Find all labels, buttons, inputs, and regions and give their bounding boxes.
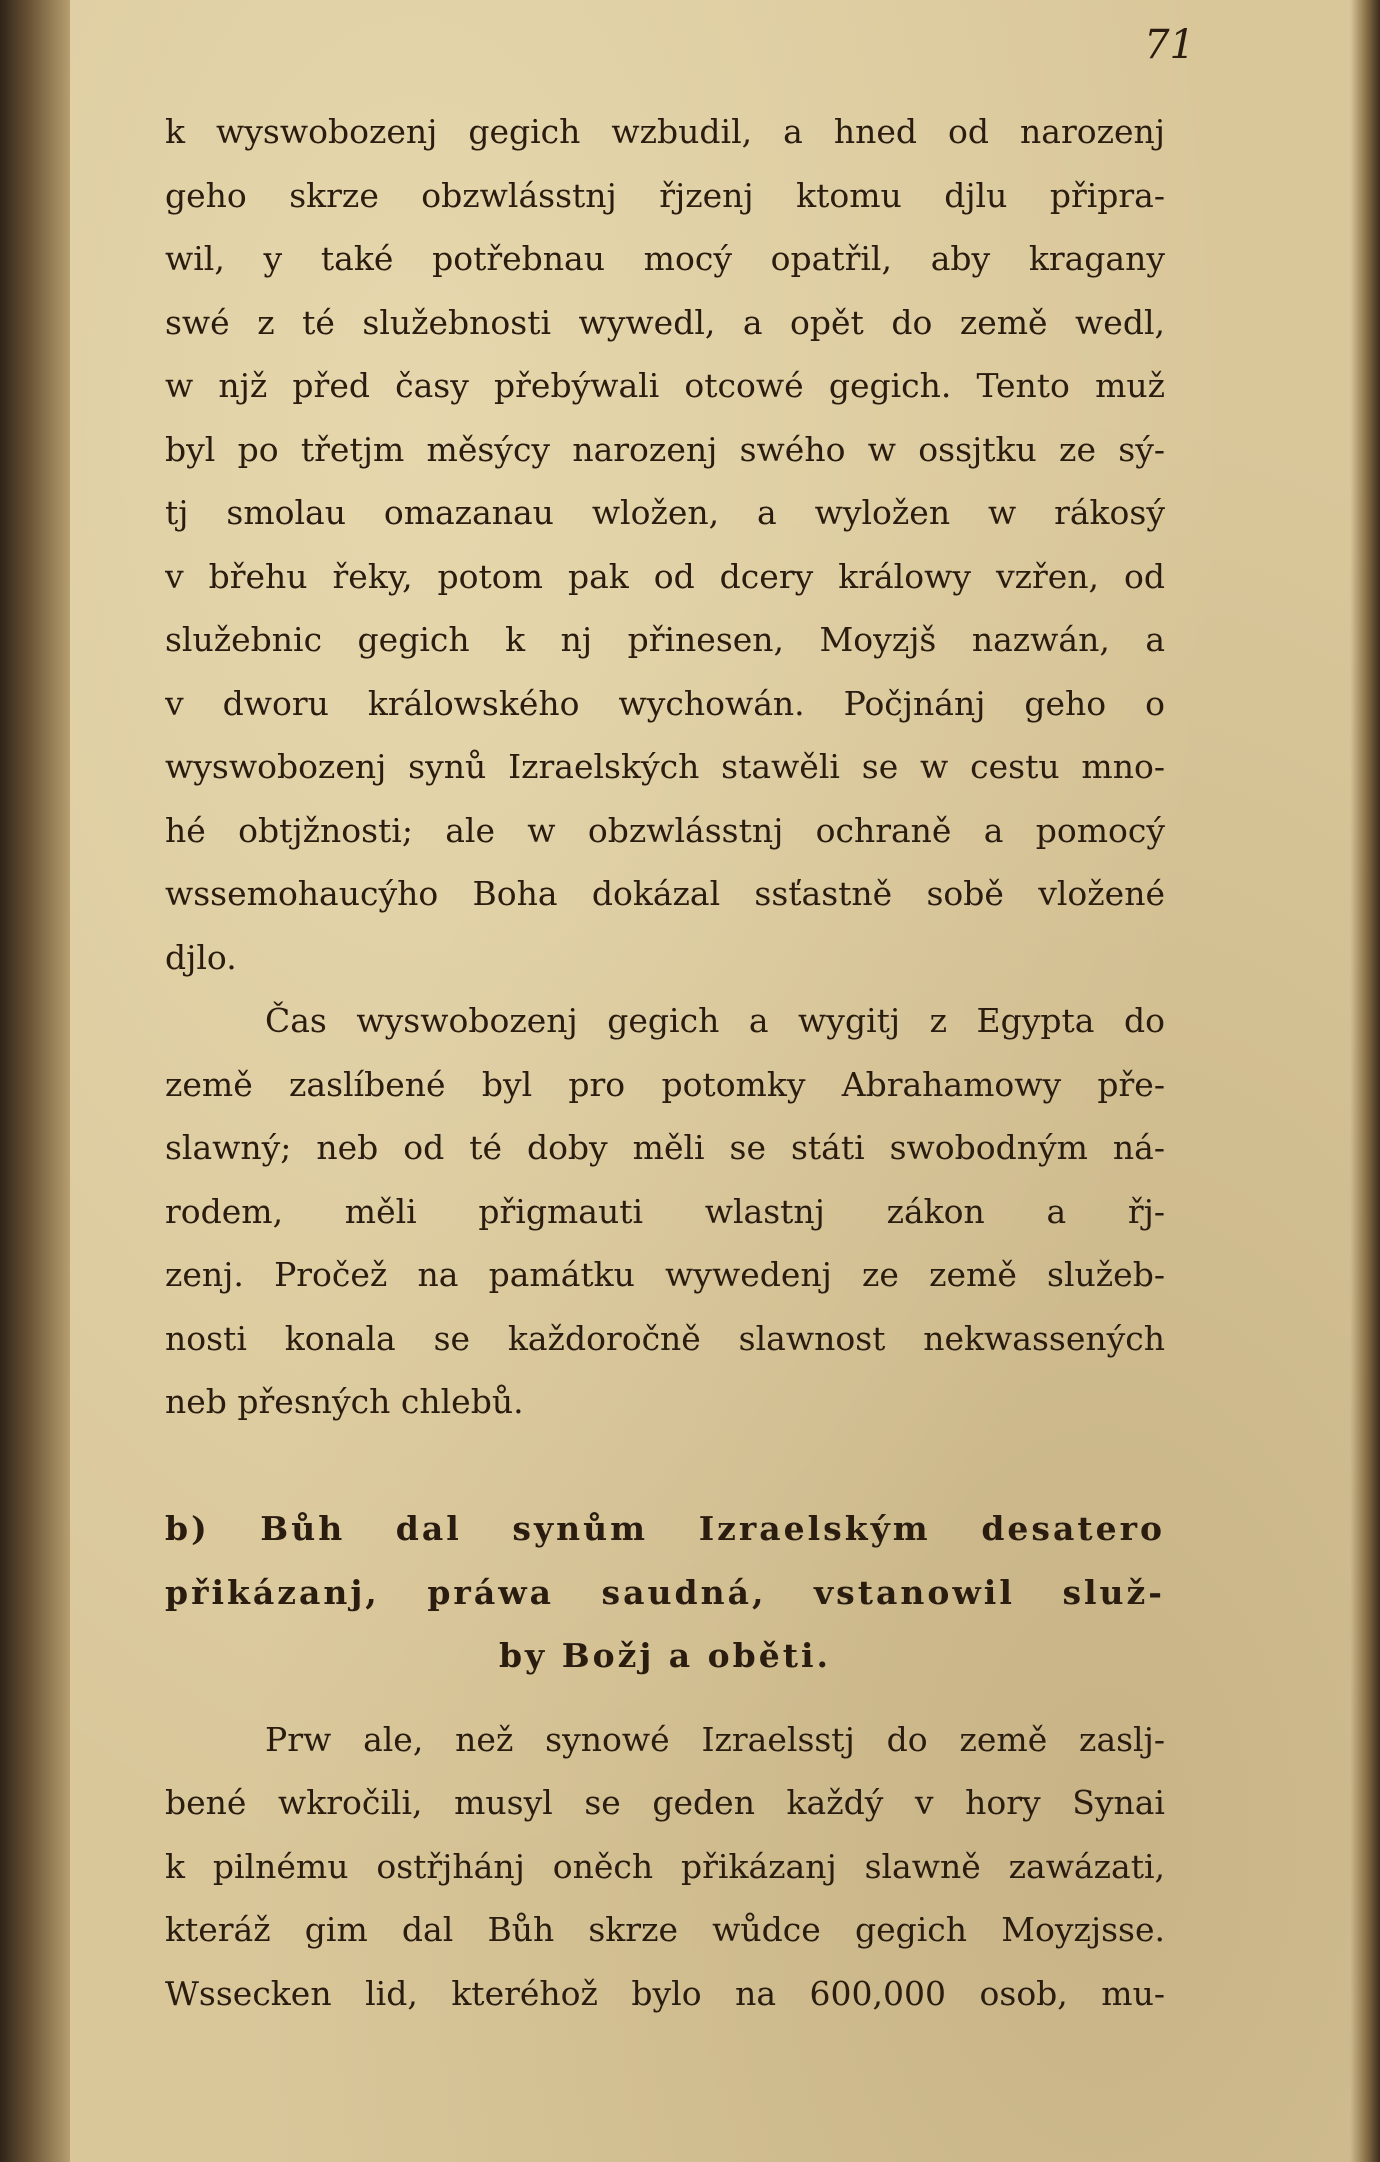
text-line: v břehu řeky, potom pak od dcery králowy vzřen, od — [165, 556, 1165, 596]
text-line: služebnic gegich k nj přinesen, Moyzjš nazwán, a — [165, 620, 1165, 659]
section-heading — [165, 1497, 1165, 1688]
page-number: 71 — [1144, 22, 1195, 68]
text-line: zenj. Pročež na památku wywedenj ze země služeb- — [165, 1255, 1165, 1294]
text-line: swé z té služebnosti wywedl, a opět do země wedl, — [165, 302, 1165, 342]
paragraph-3 — [165, 1708, 1165, 2026]
page-edge-shadow — [1350, 0, 1380, 2162]
heading-line: přikázanj, práwa saudná, vstanowil služ- — [165, 1572, 1165, 1612]
text-line: slawný; neb od té doby měli se státi swobodným ná- — [165, 1128, 1165, 1167]
blank-line — [165, 1434, 1165, 1498]
text-line: wil, y také potřebnau mocý opatřil, aby kragany — [165, 239, 1165, 278]
text-line: geho skrze obzwlásstnj řjzenj ktomu djlu připra- — [165, 175, 1165, 215]
text-line: země zaslíbené byl pro potomky Abrahamowy pře- — [165, 1064, 1165, 1104]
text-line: rodem, měli přigmauti wlastnj zákon a řj- — [165, 1191, 1165, 1231]
text-line: wyswobozenj synů Izraelských stawěli se w cestu mno- — [165, 747, 1165, 786]
page-text — [165, 100, 1165, 2025]
text-line: nosti konala se každoročně slawnost nekwassených — [165, 1318, 1165, 1358]
text-line: k wyswobozenj gegich wzbudil, a hned od narozenj — [165, 112, 1165, 151]
text-line: hé obtjžnosti; ale w obzwlásstnj ochraně a pomocý — [165, 810, 1165, 850]
text-line: k pilnému ostřjhánj oněch přikázanj slawně zawázati, — [165, 1846, 1165, 1886]
text-line: tj smolau omazanau wložen, a wyložen w rákosý — [165, 493, 1165, 532]
heading-line: b) Bůh dal synům Izraelským desatero — [165, 1509, 1165, 1548]
heading-line: by Božj a oběti. — [498, 1636, 832, 1675]
text-line: v dworu králowského wychowán. Počjnánj geho o — [165, 683, 1165, 723]
text-line: bené wkročili, musyl se geden každý v hory Synai — [165, 1783, 1165, 1822]
text-line: kteráž gim dal Bůh skrze wůdce gegich Moyzjsse. — [165, 1910, 1165, 1949]
text-line: Wssecken lid, kteréhož bylo na 600,000 osob, mu- — [165, 1973, 1165, 2013]
text-line: neb přesných chlebů. — [165, 1382, 524, 1421]
blank-line — [165, 1688, 1165, 1708]
text-line: wssemohaucýho Boha dokázal ssťastně sobě vložené — [165, 874, 1165, 913]
text-line: byl po třetjm měsýcy narozenj swého w ossjtku ze sý- — [165, 429, 1165, 469]
text-line: Prw ale, než synowé Izraelsstj do země zaslj- — [265, 1719, 1165, 1759]
page-gutter-shadow — [0, 0, 70, 2162]
text-line: Čas wyswobozenj gegich a wygitj z Egypta do — [265, 1001, 1165, 1040]
paragraph-2 — [165, 989, 1165, 1434]
text-line: w njž před časy přebýwali otcowé gegich. Tento muž — [165, 366, 1165, 405]
text-line: djlo. — [165, 937, 237, 977]
paragraph-1 — [165, 100, 1165, 989]
